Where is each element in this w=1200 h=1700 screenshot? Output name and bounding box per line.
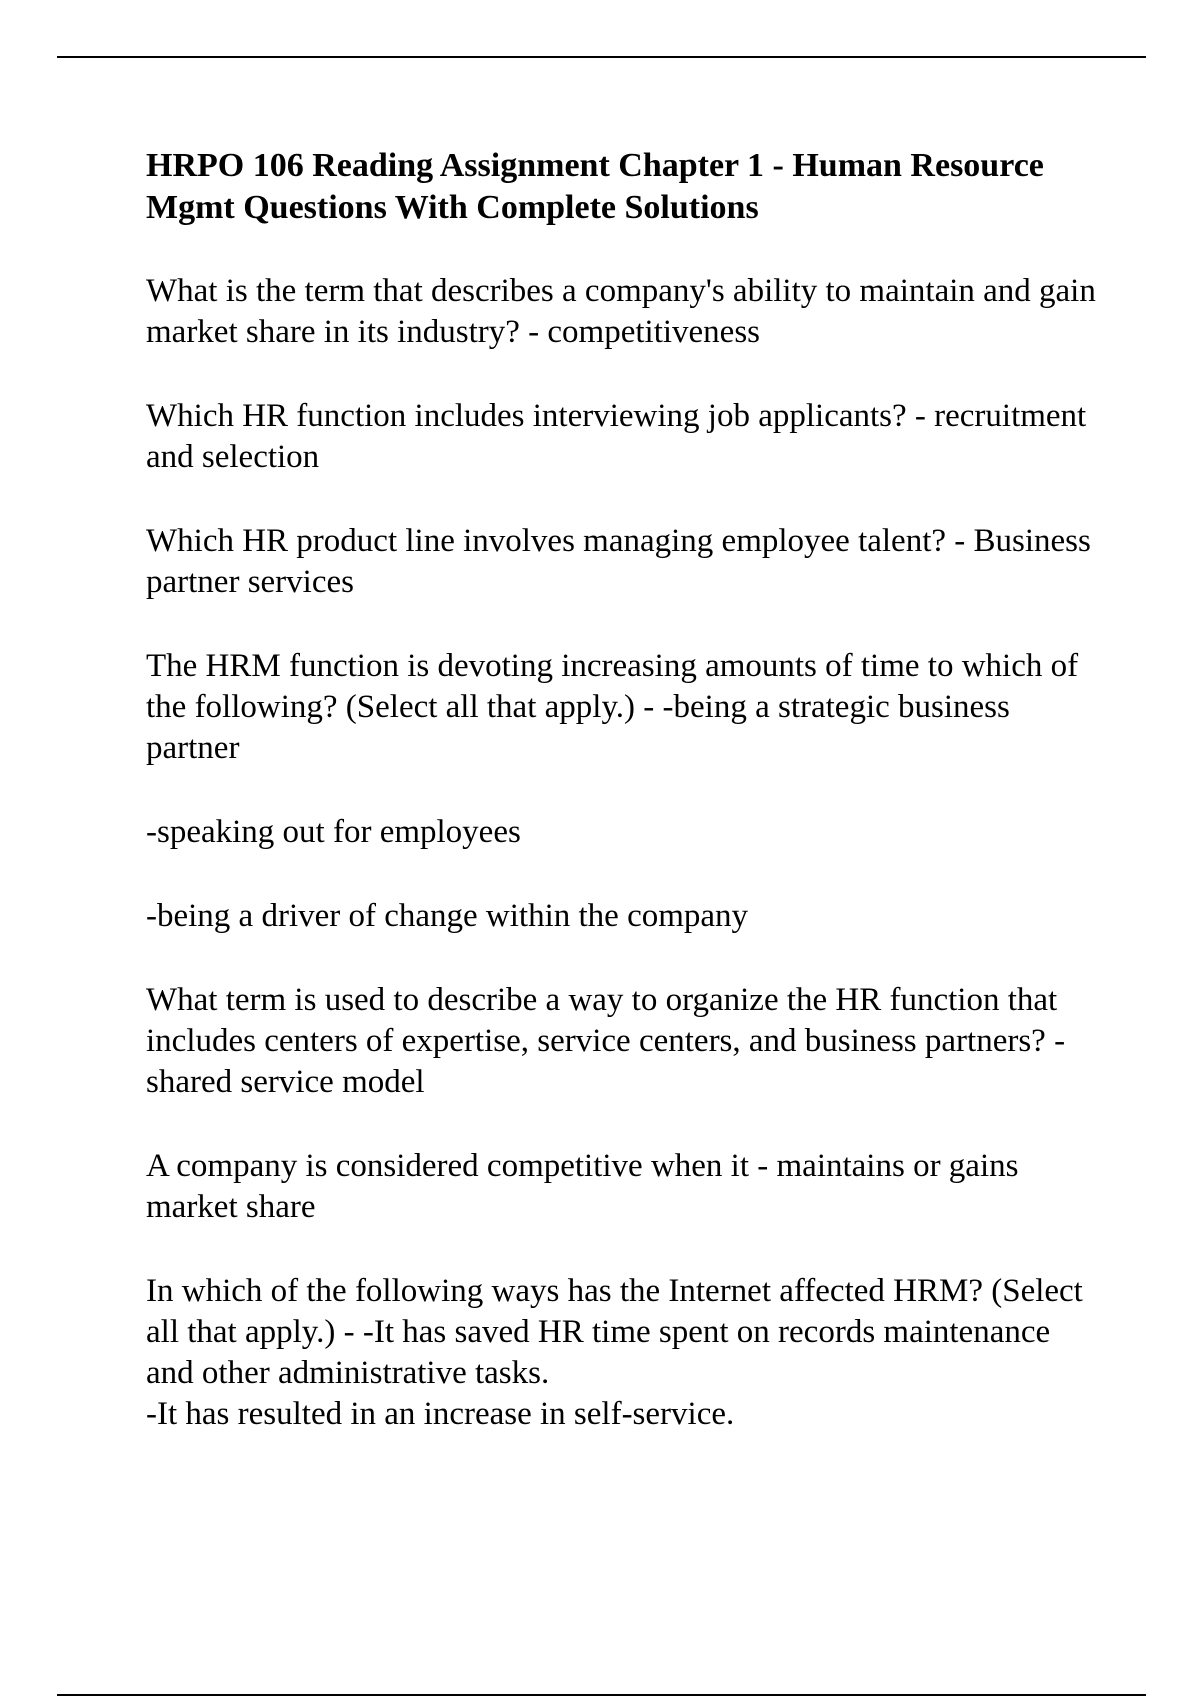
qa-hrm-time-answer-2: -speaking out for employees	[146, 814, 521, 850]
qa-competitive: A company is considered competitive when it - maintains or gains market share	[146, 1148, 1019, 1225]
document-title: HRPO 106 Reading Assignment Chapter 1 - Human Resource Mgmt Questions With Complete Solutions	[146, 147, 1044, 226]
qa-recruitment: Which HR function includes interviewing job applicants? - recruitment and selection	[146, 398, 1087, 475]
bottom-rule	[57, 1694, 1146, 1696]
qa-shared-service-model: What term is used to describe a way to organize the HR function that includes centers of expertise, service centers, and business partners? - shared service model	[146, 982, 1066, 1100]
qa-internet-hrm: In which of the following ways has the Internet affected HRM? (Select all that apply.) - -It has saved HR time spent on records maintenance and other administrative tasks.	[146, 1273, 1083, 1391]
qa-competitiveness: What is the term that describes a company's ability to maintain and gain market share in its industry? - competitiveness	[146, 273, 1096, 350]
qa-business-partner-services: Which HR product line involves managing employee talent? - Business partner services	[146, 523, 1091, 600]
qa-internet-hrm-answer-2: -It has resulted in an increase in self-service.	[146, 1396, 735, 1432]
top-rule	[57, 56, 1146, 58]
qa-hrm-time-answer-3: -being a driver of change within the company	[146, 898, 749, 934]
document-body	[146, 145, 1106, 1435]
qa-hrm-time: The HRM function is devoting increasing amounts of time to which of the following? (Select all that apply.) - -being a strategic business partner	[146, 648, 1079, 766]
